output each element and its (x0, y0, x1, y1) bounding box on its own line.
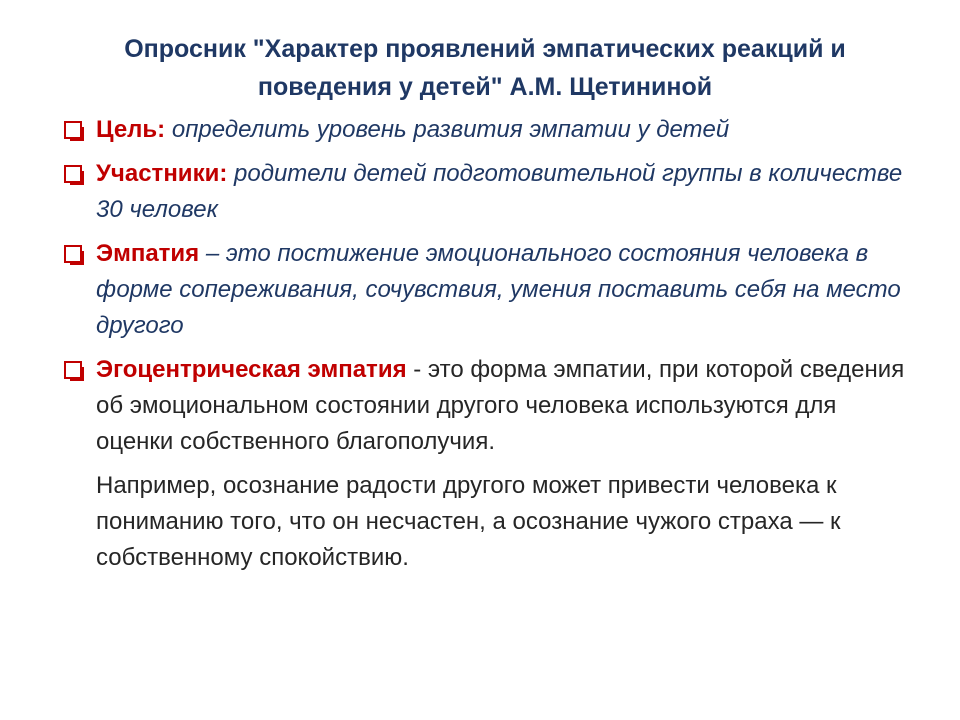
text-egocentric-empathy: - это форма эмпатии, при которой сведения об эмоциональном состоянии другого человека используются для оценки собственного благополучия. (96, 356, 905, 455)
text-participants: родители детей подготовительной группы в количестве 30 человек (96, 160, 903, 223)
text-goal: определить уровень развития эмпатии у детей (171, 116, 730, 143)
checkbox-bullet-icon (64, 245, 82, 263)
title-line-2: поведения у детей" А.М. Щетининой (257, 73, 713, 101)
term-goal: Цель: (96, 116, 166, 143)
list-item-empathy (60, 236, 920, 344)
list-item-participants (60, 156, 920, 228)
title-line-1: Опросник "Характер проявлений эмпатических реакций и (124, 35, 846, 63)
list-item-goal (60, 112, 920, 148)
checkbox-bullet-icon (64, 165, 82, 183)
term-egocentric-empathy: Эгоцентрическая эмпатия (96, 356, 407, 383)
slide-title (60, 30, 910, 106)
checkbox-bullet-icon (64, 121, 82, 139)
list-item-egocentric-empathy (60, 352, 920, 460)
bullet-list (60, 112, 920, 576)
term-empathy: Эмпатия (96, 240, 200, 267)
term-participants: Участники: (96, 160, 228, 187)
checkbox-bullet-icon (64, 361, 82, 379)
text-empathy: – это постижение эмоционального состояния человека в форме сопереживания, сочувствия, умения поставить себя на место другого (96, 240, 901, 339)
example-paragraph: Например, осознание радости другого может привести человека к пониманию того, что он несчастен, а осознание чужого страха — к собственному спокойствию. (96, 472, 841, 571)
